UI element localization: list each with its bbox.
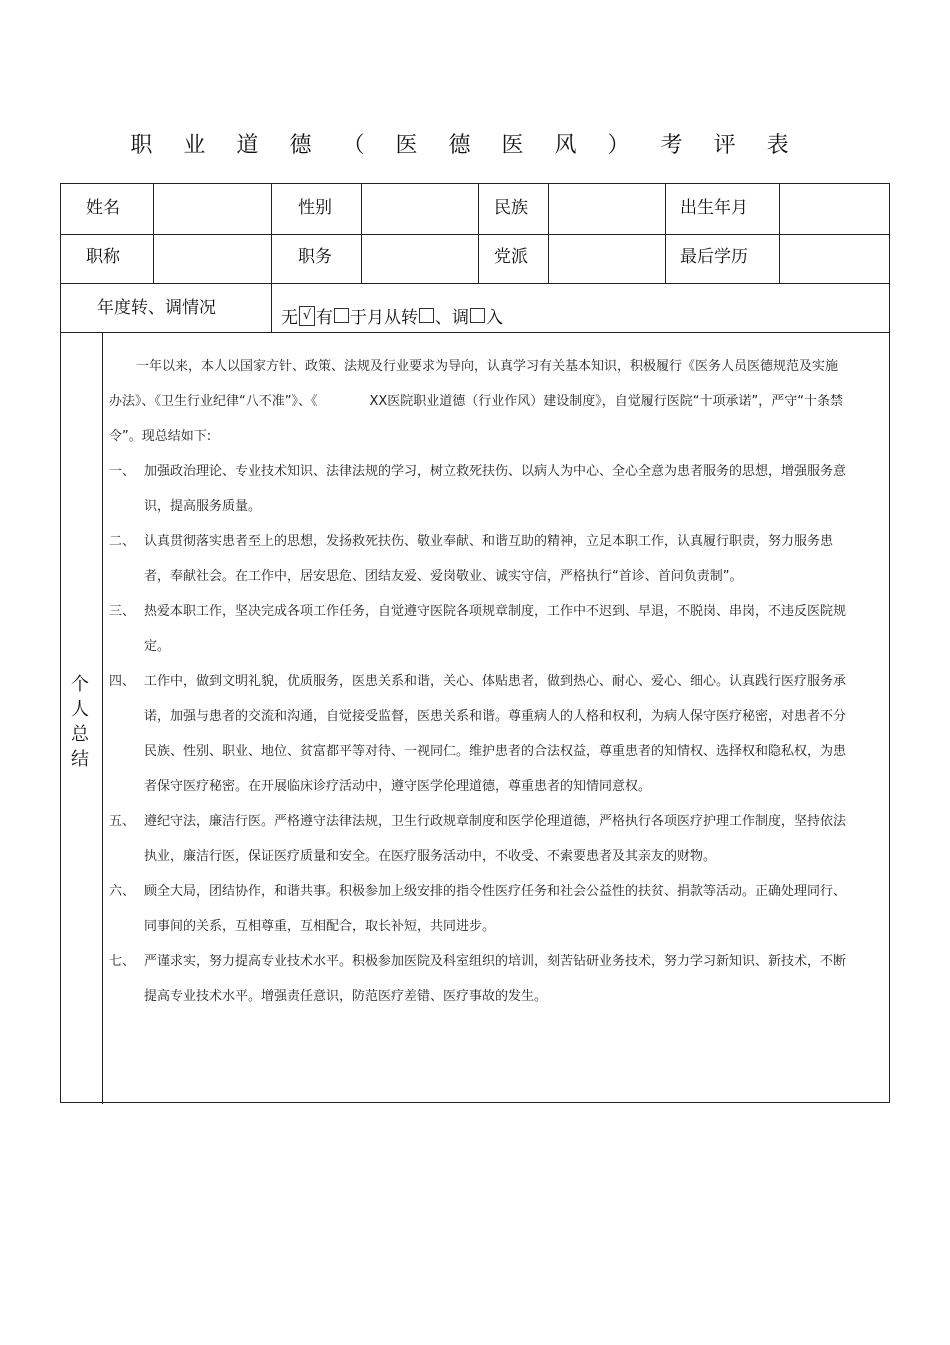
col-divider xyxy=(361,184,362,283)
summary-item-text: 热爱本职工作，坚决完成各项工作任务，自觉遵守医院各项规章制度，工作中不迟到、早退，不脱岗、串岗，不违反医院规定。 xyxy=(144,604,847,654)
col-divider xyxy=(271,283,272,332)
title-char: 业 xyxy=(183,133,237,158)
col-divider xyxy=(548,184,549,283)
summary-label-char: 个 xyxy=(71,674,89,695)
party-label: 党派 xyxy=(494,247,528,267)
col-divider xyxy=(478,184,479,283)
summary-item-number: 一、 xyxy=(109,464,136,479)
summary-label-char: 结 xyxy=(71,749,89,770)
title-char: 考 xyxy=(660,133,714,158)
adjust-in-checkbox[interactable] xyxy=(470,308,485,323)
summary-item xyxy=(109,454,849,524)
summary-item-number: 二、 xyxy=(109,534,136,549)
title-char: 道 xyxy=(236,133,290,158)
birth-date-label: 出生年月 xyxy=(680,198,748,218)
position-label: 职务 xyxy=(298,247,332,267)
col-divider xyxy=(102,332,103,1104)
summary-item xyxy=(109,944,849,1014)
yes-checkbox[interactable] xyxy=(334,308,349,323)
summary-item-number: 三、 xyxy=(109,604,136,619)
summary-intro: 一年以来，本人以国家方针、政策、法规及行业要求为导向，认真学习有关基本知识，积极履行《医务人员医德规范及实施办法》、《卫生行业纪律“八不准”》、《 XX医院职业道德（行业作风）建设制度》，自觉履行医院“十项承诺”，严守“十条禁令”。现总结如下: xyxy=(109,359,843,444)
summary-item xyxy=(109,664,849,804)
summary-item-text: 工作中，做到文明礼貌，优质服务，医患关系和谐，关心、体贴患者，做到热心、耐心、爱心、细心。认真践行医疗服务承诺，加强与患者的交流和沟通，自觉接受监督，医患关系和谐。尊重病人的人格和权利，为病人保守医疗秘密，对患者不分民族、性别、职业、地位、贫富都平等对待、一视同仁。维护患者的合法权益，尊重患者的知情权、选择权和隐私权，为患者保守医疗秘密。在开展临床诊疗活动中，遵守医学伦理道德，尊重患者的知情同意权。 xyxy=(144,674,847,794)
title-char: 医 xyxy=(501,133,555,158)
summary-item xyxy=(109,594,849,664)
row-divider xyxy=(61,234,889,235)
title-char: 表 xyxy=(766,133,820,158)
gender-label: 性别 xyxy=(298,198,332,218)
page-title xyxy=(0,128,950,159)
summary-item-text: 加强政治理论、专业技术知识、法律法规的学习，树立救死扶伤、以病人为中心、全心全意为患者服务的思想，增强服务意识，提高服务质量。 xyxy=(144,464,847,514)
summary-item-text: 遵纪守法，廉洁行医。严格遵守法律法规，卫生行政规章制度和医学伦理道德，严格执行各项医疗护理工作制度，坚持依法执业，廉洁行医，保证医疗质量和安全。在医疗服务活动中，不收受、不索要患者及其亲友的财物。 xyxy=(144,814,847,864)
summary-item-text: 认真贯彻落实患者至上的思想，发扬救死扶伤、敬业奉献、和谐互助的精神，立足本职工作，认真履行职责，努力服务患者，奉献社会。在工作中，居安思危、团结友爱、爱岗敬业、诚实守信，严格执行“首诊、首问负责制”。 xyxy=(144,534,834,584)
col-divider xyxy=(153,184,154,283)
transfer-options xyxy=(281,303,503,328)
summary-item xyxy=(109,874,849,944)
col-divider xyxy=(665,184,666,283)
summary-item-text: 顾全大局，团结协作，和谐共事。积极参加上级安排的指令性医疗任务和社会公益性的扶贫、捐款等活动。正确处理同行、同事间的关系，互相尊重，互相配合，取长补短，共同进步。 xyxy=(144,884,847,934)
row-divider xyxy=(61,283,889,284)
title-char: 评 xyxy=(713,133,767,158)
title-char: 医 xyxy=(395,133,449,158)
summary-item-number: 六、 xyxy=(109,884,136,899)
none-checkbox[interactable]: √ xyxy=(299,306,315,326)
name-label: 姓名 xyxy=(86,198,120,218)
summary-item-number: 四、 xyxy=(109,674,136,689)
col-divider xyxy=(779,184,780,283)
title-char: （ xyxy=(342,133,396,158)
evaluation-form xyxy=(60,183,890,1103)
summary-label-char: 总 xyxy=(71,724,89,745)
title-char: 德 xyxy=(289,133,343,158)
title-char: 职 xyxy=(130,133,184,158)
title-char: 风 xyxy=(554,133,608,158)
summary-item-number: 五、 xyxy=(109,814,136,829)
in-label: 入 xyxy=(486,308,503,328)
summary-item-text: 严谨求实，努力提高专业技术水平。积极参加医院及科室组织的培训，刻苦钻研业务技术，努力学习新知识、新技术，不断提高专业技术水平。增强责任意识，防范医疗差错、医疗事故的发生。 xyxy=(144,954,847,1004)
row-divider xyxy=(61,332,889,333)
col-divider xyxy=(271,184,272,283)
education-label: 最后学历 xyxy=(680,247,748,267)
none-option-label: 无 xyxy=(281,308,298,328)
summary-label-char: 人 xyxy=(71,699,89,720)
transfer-label: 年度转、调情况 xyxy=(97,298,216,318)
title-char: 德 xyxy=(448,133,502,158)
yes-option-label: 有 xyxy=(316,308,333,328)
summary-items xyxy=(109,454,849,1014)
title-char: ） xyxy=(607,133,661,158)
summary-content xyxy=(109,349,849,1014)
summary-item xyxy=(109,524,849,594)
ethnicity-label: 民族 xyxy=(494,198,528,218)
summary-item-number: 七、 xyxy=(109,954,136,969)
transfer-checkbox[interactable] xyxy=(419,308,434,323)
summary-label xyxy=(69,672,91,772)
professional-title-label: 职称 xyxy=(86,247,120,267)
summary-item xyxy=(109,804,849,874)
adjust-label: 、调 xyxy=(435,308,469,328)
transfer-from-label: 于月从转 xyxy=(350,308,418,328)
